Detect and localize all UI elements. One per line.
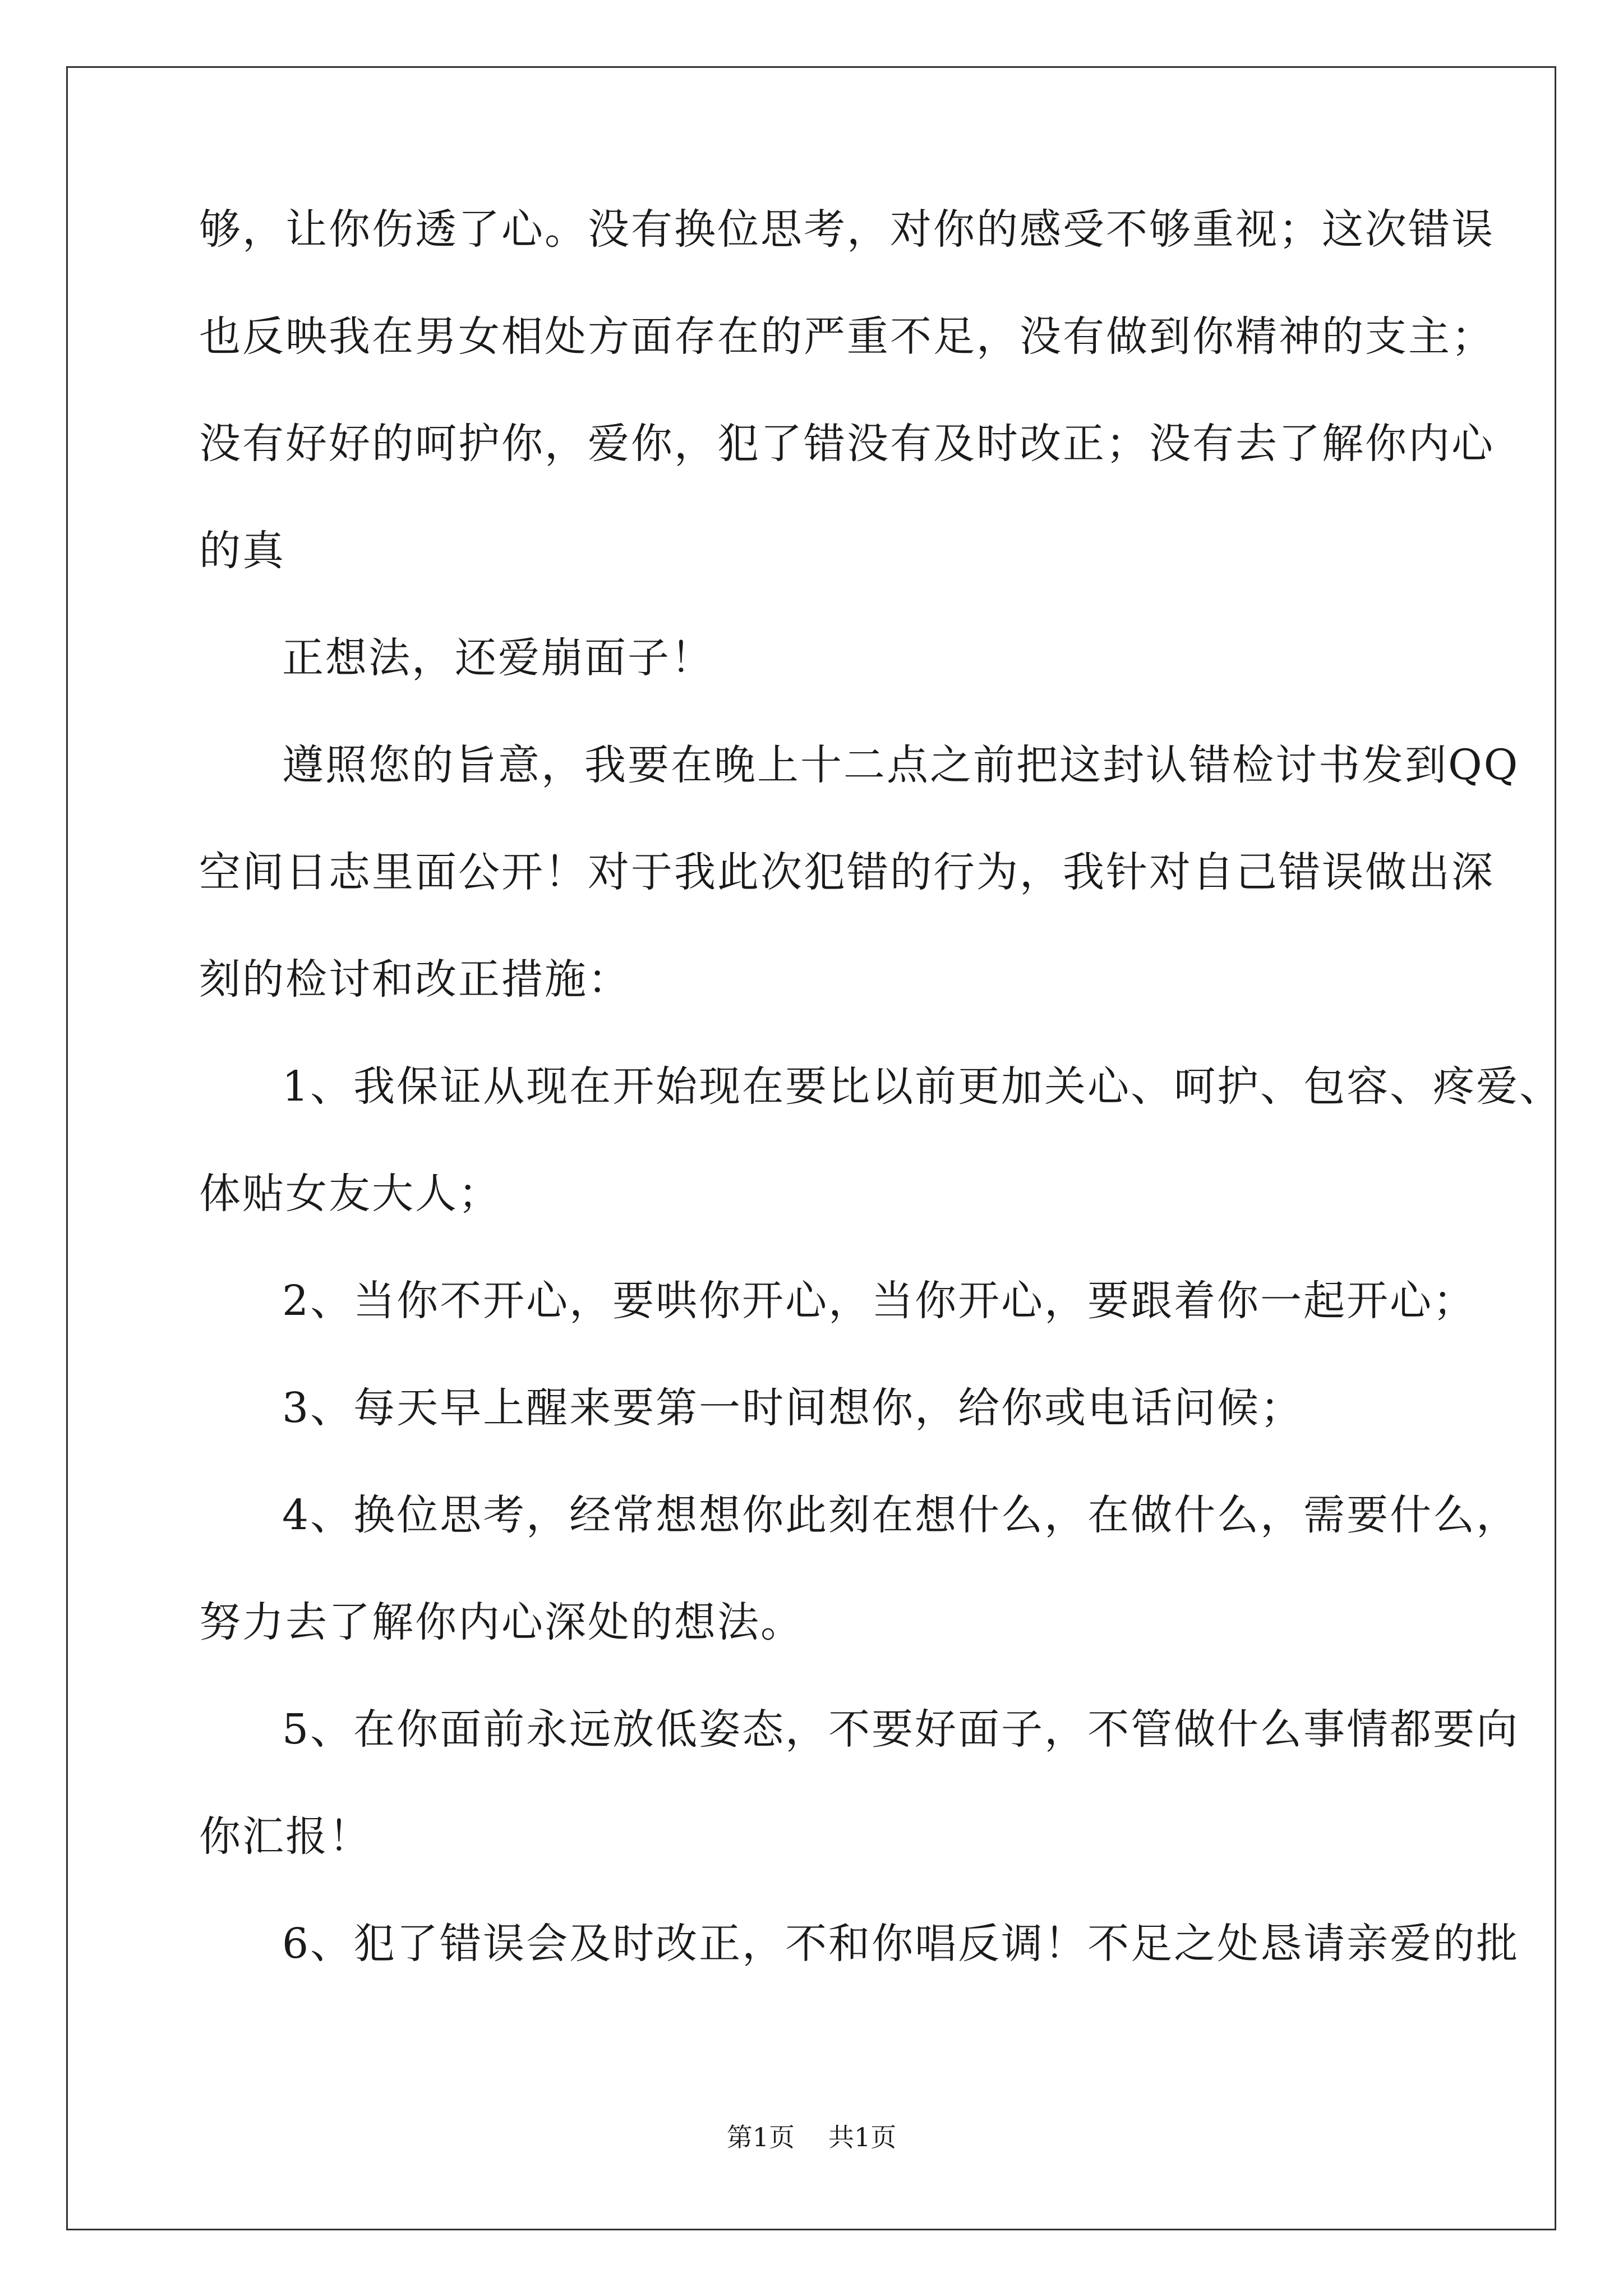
body-line-15: 5、在你面前永远放低姿态，不要好面子，不管做什么事情都要向 — [282, 1705, 1520, 1754]
body-line-10: 体贴女友大人； — [199, 1170, 501, 1218]
body-line-7: 空间日志里面公开！对于我此次犯错的行为，我针对自己错误做出深 — [199, 848, 1495, 896]
document-body — [199, 202, 1563, 2023]
body-line-13: 4、换位思考，经常想想你此刻在想什么，在做什么，需要什么， — [282, 1491, 1520, 1539]
body-line-4: 的真 — [199, 527, 285, 575]
body-line-2: 也反映我在男女相处方面存在的严重不足，没有做到你精神的支主； — [199, 312, 1495, 361]
body-line-12: 3、每天早上醒来要第一时间想你，给你或电话问候； — [282, 1384, 1304, 1432]
body-line-14: 努力去了解你内心深处的想法。 — [199, 1598, 804, 1646]
body-line-11: 2、当你不开心，要哄你开心，当你开心，要跟着你一起开心； — [282, 1277, 1477, 1325]
body-line-5: 正想法，还爱崩面子！ — [282, 634, 714, 682]
body-line-9: 1、我保证从现在开始现在要比以前更加关心、呵护、包容、疼爱、 — [282, 1062, 1563, 1111]
body-line-17: 6、犯了错误会及时改正，不和你唱反调！不足之处恳请亲爱的批 — [282, 1920, 1520, 1968]
page-number: 第1页 — [726, 2122, 795, 2152]
body-line-6: 遵照您的旨意，我要在晚上十二点之前把这封认错检讨书发到QQ — [282, 741, 1520, 789]
body-line-8: 刻的检讨和改正措施： — [199, 955, 631, 1004]
body-line-1: 够，让你伤透了心。没有换位思考，对你的感受不够重视；这次错误 — [199, 205, 1495, 254]
body-line-3: 没有好好的呵护你，爱你，犯了错没有及时改正；没有去了解你内心 — [199, 420, 1495, 468]
page-total: 共1页 — [828, 2122, 897, 2152]
body-line-16: 你汇报！ — [199, 1812, 372, 1861]
page-footer — [0, 2120, 1623, 2154]
